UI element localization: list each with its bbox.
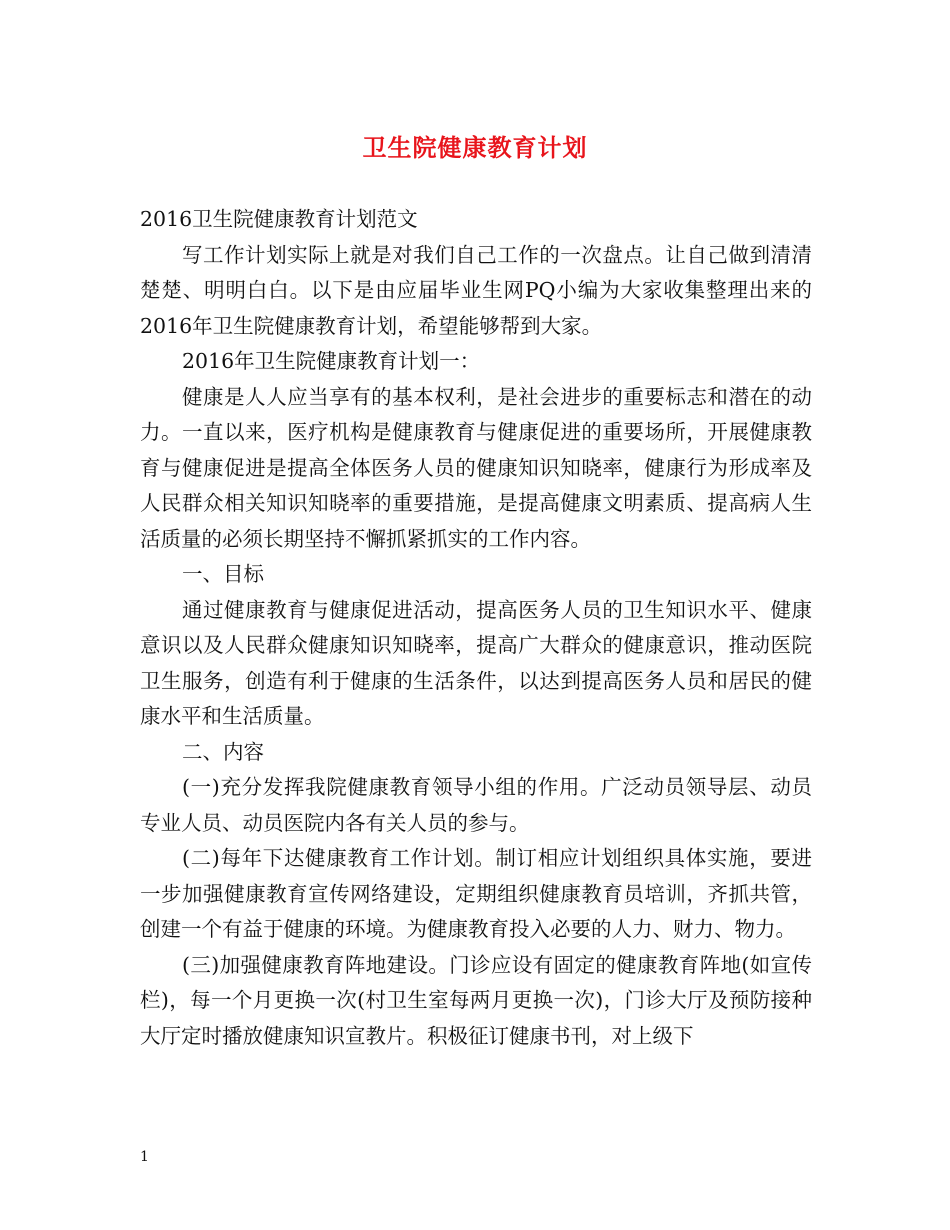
- paragraph-content-item-1: (一)充分发挥我院健康教育领导小组的作用。广泛动员领导层、动员专业人员、动员医院内各有关人员的参与。: [140, 775, 812, 835]
- paragraph-subtitle: 2016卫生院健康教育计划范文: [140, 207, 418, 231]
- paragraph-content-item-3: (三)加强健康教育阵地建设。门诊应设有固定的健康教育阵地(如宣传栏)，每一个月更换一次(村卫生室每两月更换一次)，门诊大厅及预防接种大厅定时播放健康知识宣教片。积极征订健康书刊，对上级下: [140, 952, 812, 1048]
- section-heading-content: 二、内容: [182, 739, 264, 764]
- section-heading-goals: 一、目标: [182, 562, 264, 586]
- paragraph-goals: 通过健康教育与健康促进活动，提高医务人员的卫生知识水平、健康意识以及人民群众健康知识知晓率，提高广大群众的健康意识，推动医院卫生服务，创造有利于健康的生活条件，以达到提高医务人员和居民的健康水平和生活质量。: [140, 597, 812, 728]
- document-title: 卫生院健康教育计划: [362, 133, 588, 162]
- paragraph-plan-heading: 2016年卫生院健康教育计划一：: [182, 349, 481, 373]
- paragraph-health-rights: 健康是人人应当享有的基本权利，是社会进步的重要标志和潜在的动力。一直以来，医疗机构是健康教育与健康促进的重要场所，开展健康教育与健康促进是提高全体医务人员的健康知识知晓率，健康行为形成率及人民群众相关知识知晓率的重要措施，是提高健康文明素质、提高病人生活质量的必须长期坚持不懈抓紧抓实的工作内容。: [140, 384, 812, 551]
- paragraph-content-item-2: (二)每年下达健康教育工作计划。制订相应计划组织具体实施，要进一步加强健康教育宣传网络建设，定期组织健康教育员培训，齐抓共管，创建一个有益于健康的环境。为健康教育投入必要的人力、财力、物力。: [140, 846, 812, 941]
- paragraph-intro: 写工作计划实际上就是对我们自己工作的一次盘点。让自己做到清清楚楚、明明白白。以下是由应届毕业生网PQ小编为大家收集整理出来的2016年卫生院健康教育计划，希望能够帮到大家。: [140, 242, 812, 338]
- page-number: 1: [140, 1149, 149, 1165]
- document-body: [140, 202, 812, 1054]
